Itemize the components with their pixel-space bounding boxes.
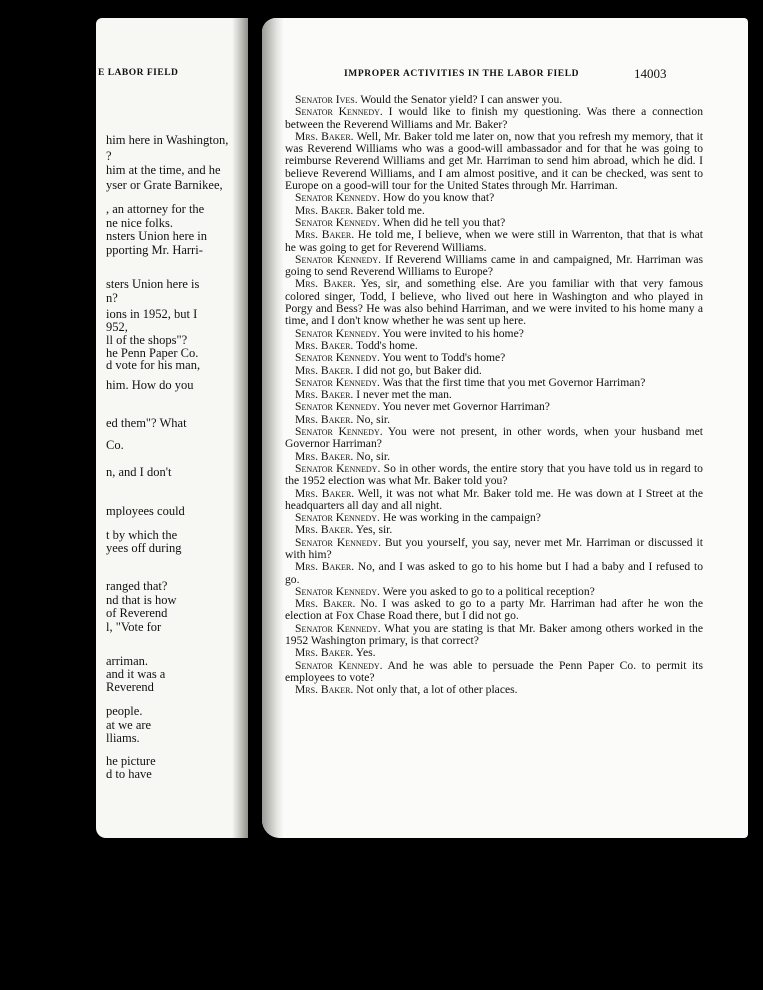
speech-text: You were not present, in other words, when your husband met Governor Harriman? [285, 425, 703, 451]
left-page-line: yser or Grate Barnikee, [106, 178, 223, 192]
left-page-line: and it was a [106, 667, 166, 681]
left-page-line: t by which the [106, 528, 178, 542]
speaker-name: Senator Kennedy. [295, 511, 380, 525]
left-page-line: him here in Washington, [106, 133, 229, 147]
left-page-line: ed them"? What [106, 416, 187, 430]
left-page-line: ll of the shops"? [106, 333, 188, 347]
speaker-name: Mrs. Baker. [295, 523, 354, 537]
speech-text: Not only that, a lot of other places. [353, 683, 518, 697]
running-head: IMPROPER ACTIVITIES IN THE LABOR FIELD [344, 69, 580, 79]
testimony-paragraph [285, 278, 703, 327]
testimony-paragraph [285, 561, 703, 586]
speech-text: No. I was asked to go to a party Mr. Harriman had after he won the election at Fox Chase Road there, but I did not go. [285, 597, 703, 623]
speech-text: I did not go, but Baker did. [353, 363, 482, 377]
testimony-paragraph [285, 229, 703, 254]
speech-text: Well, it was not what Mr. Baker told me. He was down at I Street at the headquarters all day and all night. [285, 486, 703, 512]
speech-text: He was working in the campaign? [379, 511, 541, 525]
testimony-paragraph [285, 660, 703, 685]
page-number: 14003 [634, 66, 667, 81]
speech-text: No, sir. [353, 412, 391, 426]
speaker-name: Senator Kennedy. [295, 191, 380, 205]
speaker-name: Senator Kennedy. [295, 400, 380, 414]
speaker-name: Mrs. Baker. [295, 646, 354, 660]
speaker-name: Mrs. Baker. [295, 486, 355, 500]
left-page-line: ions in 1952, but I [106, 307, 198, 321]
testimony-paragraph [285, 131, 703, 192]
left-page-line: ne nice folks. [106, 216, 173, 230]
speaker-name: Senator Kennedy. [295, 584, 380, 598]
speaker-name: Senator Ives. [295, 93, 358, 106]
left-page-line: d to have [106, 767, 152, 781]
speaker-name: Mrs. Baker. [295, 129, 354, 143]
speech-text: Yes, sir, and something else. Are you familiar with that very famous colored singer, Todd, I believe, who lived out here in Washington and who played in Porgy and Bess? He was also behind Harriman, and we were invited to his home many a time, and I don't know whether he was sent up here. [285, 277, 703, 328]
left-page-line: , an attorney for the [106, 202, 205, 216]
left-page-line: lliams. [106, 731, 140, 745]
speech-text: Todd's home. [353, 338, 418, 352]
speech-text: Baker told me. [353, 203, 425, 217]
testimony-paragraph [285, 537, 703, 562]
left-page-line: Co. [106, 438, 124, 452]
speech-text: If Reverend Williams came in and campaigned, Mr. Harriman was going to send Reverend Williams to Europe? [285, 252, 703, 279]
speech-text: I never met the man. [353, 388, 452, 402]
left-page-line: ranged that? [106, 579, 168, 593]
speech-text: You went to Todd's home? [379, 351, 506, 365]
left-page-line: n? [106, 291, 118, 305]
speaker-name: Senator Kennedy. [295, 425, 383, 439]
testimony-paragraph [285, 684, 703, 696]
testimony-paragraph [285, 598, 703, 623]
speaker-name: Mrs. Baker. [295, 228, 355, 242]
left-page-line: 952, [106, 320, 128, 334]
testimony-paragraph [285, 106, 703, 131]
speech-text: Well, Mr. Baker told me later on, now that you refresh my memory, that it was Reverend Williams who was a good-will ambassador and for that he was going to reimburse Reverend Williams and get Mr. Harriman to send him abroad, which he did. I believe Reverend Williams, and I am almost positive, and it can be checked, was sent to Europe on a good-will tour for the United States through Mr. Harriman. [285, 129, 703, 193]
left-page-line: arriman. [106, 654, 148, 668]
right-page-gutter [262, 18, 284, 838]
speaker-name: Mrs. Baker. [295, 412, 354, 426]
speech-text: He told me, I believe, when we were still in Warrenton, that that is what he was going to get for Reverend Williams. [285, 228, 703, 254]
left-page-line: d vote for his man, [106, 358, 201, 372]
left-page-line: of Reverend [106, 606, 168, 620]
left-page-line: l, "Vote for [106, 620, 162, 634]
speaker-name: Senator Kennedy. [295, 658, 383, 672]
speech-text: You were invited to his home? [379, 326, 524, 340]
speech-text: And he was able to persuade the Penn Paper Co. to permit its employees to vote? [285, 658, 704, 684]
speaker-name: Senator Kennedy. [295, 215, 380, 229]
speaker-name: Senator Kennedy. [295, 535, 381, 549]
speech-text: No, sir. [353, 449, 391, 463]
speaker-name: Senator Kennedy. [295, 375, 380, 389]
speaker-name: Senator Kennedy. [295, 326, 380, 340]
left-page-line: he picture [106, 754, 156, 768]
speaker-name: Senator Kennedy. [295, 252, 382, 266]
speech-text: So in other words, the entire story that you have told us in regard to the 1952 election was what Mr. Baker told you? [285, 461, 703, 488]
speech-text: I would like to finish my questioning. Was there a connection between the Reverend Williams and Mr. Baker? [285, 105, 703, 131]
speaker-name: Mrs. Baker. [295, 388, 354, 402]
speech-text: What you are stating is that Mr. Baker among others worked in the 1952 Washington primary, is that correct? [285, 621, 703, 648]
speech-text: When did he tell you that? [379, 215, 506, 229]
right-page [262, 18, 748, 838]
speaker-name: Mrs. Baker. [295, 560, 355, 574]
testimony-paragraph [285, 463, 703, 488]
left-page-line: Reverend [106, 680, 154, 694]
testimony-paragraph [285, 426, 703, 451]
speaker-name: Senator Kennedy. [295, 351, 380, 365]
left-page-line: him. How do you [106, 378, 194, 392]
speaker-name: Mrs. Baker. [295, 597, 356, 611]
left-page-line: he Penn Paper Co. [106, 346, 199, 360]
speech-text: How do you know that? [379, 191, 495, 205]
speaker-name: Mrs. Baker. [295, 203, 354, 217]
left-page-line: pporting Mr. Harri- [106, 243, 203, 257]
speech-text: Was that the first time that you met Governor Harriman? [379, 375, 646, 389]
speaker-name: Mrs. Baker. [295, 683, 354, 697]
speech-text: No, and I was asked to go to his home but I had a baby and I refused to go. [285, 560, 703, 586]
speaker-name: Senator Kennedy. [295, 621, 381, 635]
speech-text: Were you asked to go to a political reception? [379, 584, 595, 598]
left-page-line: people. [106, 704, 143, 718]
speaker-name: Senator Kennedy. [295, 461, 381, 475]
speech-text: Yes. [353, 646, 376, 660]
testimony-paragraph [285, 488, 703, 513]
speech-text: You never met Governor Harriman? [379, 400, 550, 414]
left-running-head: E LABOR FIELD [98, 68, 179, 78]
speaker-name: Mrs. Baker. [295, 277, 356, 291]
left-page-line: nsters Union here in [106, 229, 208, 243]
left-page-line: n, and I don't [106, 465, 172, 479]
speaker-name: Mrs. Baker. [295, 338, 354, 352]
speech-text: Yes, sir. [353, 523, 393, 537]
left-page-line: yees off during [106, 541, 182, 555]
left-page-line: ? [106, 149, 112, 163]
speech-text: But you yourself, you say, never met Mr. Harriman or discussed it with him? [285, 535, 703, 561]
left-page-line: mployees could [106, 504, 185, 518]
testimony-body [285, 94, 703, 697]
left-page-gutter [232, 18, 248, 838]
left-page-line: sters Union here is [106, 277, 200, 291]
speaker-name: Mrs. Baker. [295, 363, 354, 377]
testimony-paragraph [285, 623, 703, 648]
speaker-name: Senator Kennedy. [295, 105, 383, 119]
left-page-line: nd that is how [106, 593, 177, 607]
speech-text: Would the Senator yield? I can answer you. [357, 93, 563, 106]
left-page-line: at we are [106, 718, 152, 732]
testimony-paragraph [285, 254, 703, 279]
left-page [96, 18, 248, 838]
speaker-name: Mrs. Baker. [295, 449, 354, 463]
left-page-line: him at the time, and he [106, 163, 221, 177]
